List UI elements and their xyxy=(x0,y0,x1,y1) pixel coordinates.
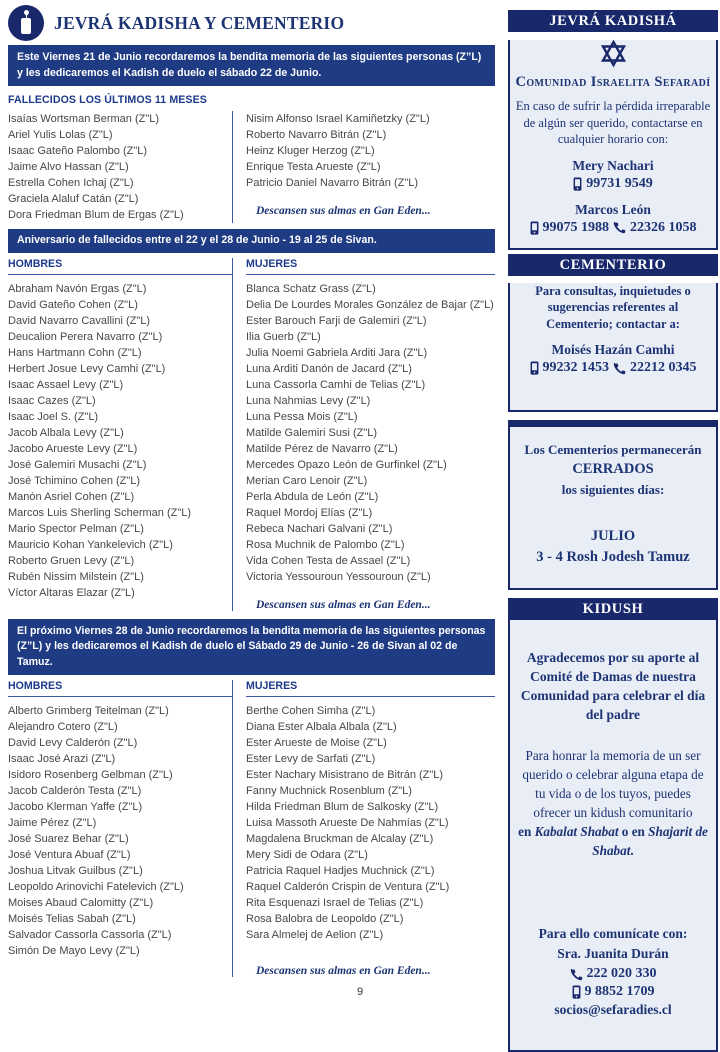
deceased-name: Hilda Friedman Blum de Salkosky (Z"L) xyxy=(246,801,439,813)
contact-name: Mery Nachari xyxy=(572,157,654,173)
phone-handset-icon xyxy=(570,968,583,981)
mujeres-column xyxy=(232,258,495,611)
contact-number-row xyxy=(510,220,716,236)
deceased-name: Hans Hartmann Cohn (Z"L) xyxy=(8,346,142,359)
deceased-name: Ester Nachary Misistrano de Bitrán (Z"L) xyxy=(246,769,444,781)
deceased-name: Estrella Cohen Ichaj (Z"L) xyxy=(8,177,134,189)
blessing-text: Descansen sus almas en Gan Eden... xyxy=(256,205,431,217)
deceased-name: Ilia Guerb (Z"L) xyxy=(246,330,321,343)
kidush-thanks-text: Agradecemos por su aporte al Comité de Damas de nuestra Comunidad para celebrar el día del padre xyxy=(520,650,706,722)
page-header xyxy=(8,4,495,42)
deceased-name: Berthe Cohen Simha (Z"L) xyxy=(246,705,376,717)
deceased-name: Matilde Pérez de Navarro (Z"L) xyxy=(246,442,398,455)
deceased-name: Jacob Calderón Testa (Z"L) xyxy=(8,785,142,797)
deceased-name: Moisés Telias Sabah (Z"L) xyxy=(8,913,136,925)
contact-email: socios@sefaradies.cl xyxy=(554,1002,672,1017)
deceased-name: Víctor Altaras Elazar (Z"L) xyxy=(8,586,135,599)
mobile-phone-icon xyxy=(530,361,539,375)
deceased-name: Raquel Mordoj Elías (Z"L) xyxy=(246,506,373,519)
deceased-name: Vida Cohen Testa de Assael (Z"L) xyxy=(246,554,411,567)
deceased-name: Ariel Yulis Lolas (Z"L) xyxy=(8,129,113,141)
column-header-mujeres: MUJERES xyxy=(246,258,495,275)
deceased-name: David Navarro Cavallini (Z"L) xyxy=(8,314,151,327)
deceased-name: Luna Nahmias Levy (Z"L) xyxy=(246,394,371,407)
deceased-name: Enrique Testa Arueste (Z"L) xyxy=(246,161,381,173)
deceased-name: José Galemiri Musachi (Z"L) xyxy=(8,458,147,471)
deceased-name: Isaac Assael Levy (Z"L) xyxy=(8,378,124,391)
deceased-name: Patricia Raquel Hadjes Muchnick (Z"L) xyxy=(246,865,435,877)
cementerio-text: Para consultas, inquietudes o sugerencias referentes al Cementerio; contactar a: xyxy=(535,283,691,331)
deceased-name: Sara Almelej de Aelion (Z"L) xyxy=(246,929,384,941)
deceased-name: Matilde Galemiri Susi (Z"L) xyxy=(246,426,378,439)
deceased-name: Delia De Lourdes Morales González de Bajar (Z"L) xyxy=(246,298,494,311)
banner-friday-21: Este Viernes 21 de Junio recordaremos la bendita memoria de las siguientes personas (Z”L) y les dedicaremos el Kadish de duelo el sábado 22 de Junio. xyxy=(8,45,495,86)
deceased-name: Ester Barouch Farji de Galemiri (Z"L) xyxy=(246,314,427,327)
deceased-name: Joshua Litvak Guilbus (Z"L) xyxy=(8,865,143,877)
deceased-name: Isidoro Rosenberg Gelbman (Z"L) xyxy=(8,769,173,781)
jevra-kadisha-card xyxy=(508,40,718,250)
column-header-hombres: HOMBRES xyxy=(8,680,232,697)
sidebar-header-kidush: KIDUSH xyxy=(508,598,718,620)
banner-friday-28: El próximo Viernes 28 de Junio recordaremos la bendita memoria de las siguientes personas (Z”L) y les dedicaremos el Kadish de duelo el Sábado 29 de Junio - 26 de Sivan al 02 de Tamuz. xyxy=(8,619,495,676)
kidush-contact-name: Sra. Juanita Durán xyxy=(557,946,669,961)
deceased-name: Roberto Gruen Levy (Z"L) xyxy=(8,554,135,567)
deceased-name: José Ventura Abuaf (Z"L) xyxy=(8,849,131,861)
deceased-name: Alberto Grimberg Teitelman (Z"L) xyxy=(8,705,169,717)
deceased-name: Nisim Alfonso Israel Kamiñetzky (Z"L) xyxy=(246,113,430,125)
deceased-name: Isaac Cazes (Z"L) xyxy=(8,394,96,407)
deceased-name: Abraham Navón Ergas (Z"L) xyxy=(8,282,147,295)
kidush-honor-text: Para honrar la memoria de un ser querido o celebrar alguna etapa de tu vida o de los tuyos, puedes ofrecer un kidush comunitario xyxy=(522,748,704,820)
deceased-name: Isaías Wortsman Berman (Z"L) xyxy=(8,113,160,125)
deceased-name: Fanny Muchnick Rosenblum (Z"L) xyxy=(246,785,412,797)
deceased-name: Alejandro Cotero (Z"L) xyxy=(8,721,118,733)
sidebar xyxy=(508,10,718,1052)
deceased-name: Patricio Daniel Navarro Bitrán (Z"L) xyxy=(246,177,419,189)
column-header-mujeres: MUJERES xyxy=(246,680,495,697)
deceased-name: Jacob Albala Levy (Z"L) xyxy=(8,426,124,439)
deceased-name: David Levy Calderón (Z"L) xyxy=(8,737,138,749)
deceased-name: Salvador Cassorla Cassorla (Z"L) xyxy=(8,929,172,941)
deceased-name: Jaime Alvo Hassan (Z"L) xyxy=(8,161,129,173)
closed-line: los siguientes días: xyxy=(561,482,665,497)
landline-number: 222 020 330 xyxy=(586,966,657,981)
deceased-name: José Suarez Behar (Z"L) xyxy=(8,833,129,845)
deceased-name: Luna Arditi Danón de Jacard (Z"L) xyxy=(246,362,412,375)
column-header-hombres: HOMBRES xyxy=(8,258,232,275)
kidush-offer-text: en Kabalat Shabat o en Shajarit de Shabat. xyxy=(518,824,708,858)
deceased-name: Roberto Navarro Bitrán (Z"L) xyxy=(246,129,387,141)
deceased-name: Isaac Gateño Palombo (Z"L) xyxy=(8,145,148,157)
mobile-number: 99731 9549 xyxy=(586,175,653,191)
names-columns-2 xyxy=(8,258,495,611)
names-columns-3 xyxy=(8,680,495,977)
cementerio-card xyxy=(508,283,718,413)
deceased-name: Rebeca Nachari Galvani (Z"L) xyxy=(246,522,393,535)
jevra-intro-text: En caso de sufrir la pérdida irreparable de algún ser querido, contactarse en cualquier horario con: xyxy=(515,99,711,146)
deceased-name: Ester Levy de Sarfati (Z"L) xyxy=(246,753,376,765)
deceased-name: Julia Noemi Gabriela Arditi Jara (Z"L) xyxy=(246,346,428,359)
deceased-name: Jaime Pérez (Z"L) xyxy=(8,817,97,829)
deceased-name: Jacobo Klerman Yaffe (Z"L) xyxy=(8,801,143,813)
blessing-text: Descansen sus almas en Gan Eden... xyxy=(256,965,431,977)
names-columns-1 xyxy=(8,111,495,223)
mobile-phone-icon xyxy=(573,177,582,191)
deceased-name: Isaac Joel S. (Z"L) xyxy=(8,410,99,423)
deceased-name: Moises Abaud Calomitty (Z"L) xyxy=(8,897,154,909)
deceased-name: Rubén Nissim Milstein (Z"L) xyxy=(8,570,144,583)
deceased-name: Mario Spector Pelman (Z"L) xyxy=(8,522,144,535)
deceased-name: Luna Pessa Mois (Z"L) xyxy=(246,410,358,423)
deceased-name: Heinz Kluger Herzog (Z"L) xyxy=(246,145,375,157)
blessing-text: Descansen sus almas en Gan Eden... xyxy=(256,598,431,611)
mobile-phone-icon xyxy=(530,221,539,235)
star-of-david-icon xyxy=(510,40,716,72)
page-title: JEVRÁ KADISHA Y CEMENTERIO xyxy=(54,12,345,33)
deceased-name: Rosa Muchnik de Palombo (Z"L) xyxy=(246,538,405,551)
memorial-candle-icon xyxy=(8,5,44,41)
kidush-contact-intro: Para ello comunícate con: xyxy=(538,926,688,941)
section-label-fallecidos: FALLECIDOS LOS ÚLTIMOS 11 MESES xyxy=(8,94,207,106)
deceased-name: Luna Cassorla Camhi de Telias (Z"L) xyxy=(246,378,426,391)
closed-line: Los Cementerios permanecerán xyxy=(524,442,702,457)
closed-word: CERRADOS xyxy=(572,461,654,477)
phone-handset-icon xyxy=(613,362,626,375)
sidebar-header-jevra-kadisha: JEVRÁ KADISHÁ xyxy=(508,10,718,32)
cemeteries-closed-card xyxy=(508,427,718,590)
landline-number: 22326 1058 xyxy=(630,219,697,235)
deceased-name: Blanca Schatz Grass (Z"L) xyxy=(246,282,376,295)
closed-month: JULIO xyxy=(590,528,636,544)
contact-number-row xyxy=(510,360,716,376)
deceased-name: Deucalion Perera Navarro (Z"L) xyxy=(8,330,163,343)
sidebar-header-cementerio: CEMENTERIO xyxy=(508,254,718,276)
deceased-name: Diana Ester Albala Albala (Z"L) xyxy=(246,721,397,733)
deceased-name: Rita Esquenazi Israel de Telias (Z"L) xyxy=(246,897,424,909)
deceased-name: Victoria Yessouroun Yessouroun (Z"L) xyxy=(246,570,431,583)
deceased-name: Mery Sidi de Odara (Z"L) xyxy=(246,849,368,861)
deceased-name: Rosa Balobra de Leopoldo (Z"L) xyxy=(246,913,404,925)
deceased-name: Isaac José Arazi (Z"L) xyxy=(8,753,116,765)
deceased-name: Merian Caro Lenoir (Z"L) xyxy=(246,474,368,487)
deceased-name: José Tchimino Cohen (Z"L) xyxy=(8,474,141,487)
deceased-name: Herbert Josue Levy Camhi (Z"L) xyxy=(8,362,166,375)
hombres-column xyxy=(8,680,232,977)
contact-number-row xyxy=(510,176,716,192)
names-column-right xyxy=(232,111,495,223)
deceased-name: Marcos Luis Sherling Scherman (Z"L) xyxy=(8,506,192,519)
organization-name: Comunidad Israelita Sefaradí xyxy=(515,74,711,90)
page-number: 9 xyxy=(356,986,364,998)
contact-name: Marcos León xyxy=(575,201,651,217)
mobile-number: 99075 1988 xyxy=(542,219,609,235)
phone-handset-icon xyxy=(613,221,626,234)
banner-aniversario: Aniversario de fallecidos entre el 22 y el 28 de Junio - 19 al 25 de Sivan. xyxy=(8,229,495,253)
mobile-number: 9 8852 1709 xyxy=(584,984,655,999)
deceased-name: Luisa Massoth Arueste De Nahmías (Z"L) xyxy=(246,817,449,829)
deceased-name: Ester Arueste de Moise (Z"L) xyxy=(246,737,387,749)
deceased-name: Manón Asriel Cohen (Z"L) xyxy=(8,490,135,503)
deceased-name: Mauricio Kohan Yankelevich (Z"L) xyxy=(8,538,173,551)
main-content xyxy=(8,4,495,977)
contact-number-row xyxy=(518,966,708,982)
deceased-name: Dora Friedman Blum de Ergas (Z"L) xyxy=(8,209,184,221)
deceased-name: Perla Abdula de León (Z"L) xyxy=(246,490,379,503)
deceased-name: Mercedes Opazo León de Gurfinkel (Z"L) xyxy=(246,458,447,471)
deceased-name: Leopoldo Arinovichi Fatelevich (Z"L) xyxy=(8,881,184,893)
deceased-name: Raquel Calderón Crispin de Ventura (Z"L) xyxy=(246,881,450,893)
names-column-left xyxy=(8,111,232,223)
mujeres-column xyxy=(232,680,495,977)
deceased-name: David Gateño Cohen (Z"L) xyxy=(8,298,138,311)
contact-name: Moisés Hazán Camhi xyxy=(551,342,675,357)
deceased-name: Simón De Mayo Levy (Z"L) xyxy=(8,945,140,957)
deceased-name: Jacobo Arueste Levy (Z"L) xyxy=(8,442,138,455)
hombres-column xyxy=(8,258,232,611)
landline-number: 22212 0345 xyxy=(630,360,697,375)
deceased-name: Magdalena Bruckman de Alcalay (Z"L) xyxy=(246,833,434,845)
deceased-name: Graciela Alaluf Catán (Z"L) xyxy=(8,193,139,205)
mobile-number: 99232 1453 xyxy=(542,360,609,375)
kidush-contact-block xyxy=(518,924,708,1020)
closed-dates: 3 - 4 Rosh Jodesh Tamuz xyxy=(536,549,690,565)
closed-card-top-strip xyxy=(508,420,718,427)
